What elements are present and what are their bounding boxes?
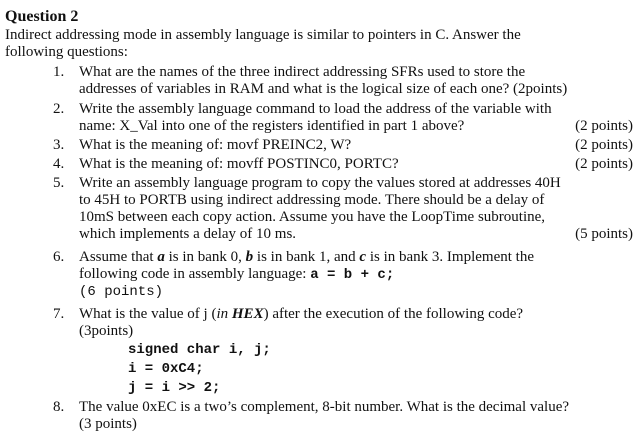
question-number: 4. [53, 156, 65, 172]
question-number: 7. [53, 306, 65, 322]
question-number: 6. [53, 249, 65, 265]
question-number: 8. [53, 399, 65, 415]
hex-label: HEX [231, 306, 264, 322]
question-text-line: What are the names of the three indirect addressing SFRs used to store the [79, 64, 526, 80]
question-text-line: to 45H to PORTB using indirect addressing mode. There should be a delay of [79, 192, 545, 208]
intro-line: following questions: [5, 44, 128, 60]
variable-a: a [157, 249, 165, 265]
intro-line: Indirect addressing mode in assembly language is similar to pointers in C. Answer the [5, 27, 521, 43]
question-text-line: The value 0xEC is a two’s complement, 8-bit number. What is the decimal value? [79, 399, 570, 415]
question-text-line: addresses of variables in RAM and what is the logical size of each one? (2points) [79, 81, 568, 97]
code-inline: a = b + c; [310, 267, 395, 283]
question-text: is in bank 1, and [253, 249, 360, 265]
question-title: Question 2 [5, 8, 79, 25]
question-text: ) after the execution of the following code? [263, 306, 524, 322]
question-text-line: Write the assembly language command to load the address of the variable with [79, 101, 552, 117]
question-number: 5. [53, 175, 65, 191]
question-points: (3 points) [79, 416, 137, 432]
question-text-line [79, 137, 633, 154]
variable-b: b [245, 249, 254, 265]
question-text-line: Write an assembly language program to copy the values stored at addresses 40H [79, 175, 561, 191]
question-text: What is the meaning of: movf PREINC2, W? [79, 137, 352, 153]
question-points: (6 points) [79, 284, 164, 300]
variable-c: c [359, 249, 367, 265]
question-text-line [79, 266, 633, 284]
question-text-line [79, 249, 633, 266]
question-number: 3. [53, 137, 65, 153]
question-points: (3points) [79, 323, 134, 339]
question-text-line [79, 156, 633, 173]
question-number: 2. [53, 101, 65, 117]
question-points: (5 points) [575, 226, 633, 242]
question-text: in [216, 306, 232, 322]
question-points: (2 points) [575, 137, 633, 153]
question-intro [5, 27, 630, 61]
question-text-line [79, 306, 633, 323]
question-text: What is the meaning of: movff POSTINC0, PORTC? [79, 156, 399, 172]
question-text: Assume that [79, 249, 158, 265]
question-text-line [79, 118, 633, 135]
question-text: is in bank 3. Implement the [366, 249, 534, 265]
code-line: i = 0xC4; [128, 361, 204, 377]
question-text: following code in assembly language: [79, 266, 311, 282]
question-text: which implements a delay of 10 ms. [79, 226, 297, 242]
code-line: j = i >> 2; [128, 380, 221, 396]
question-points: (2 points) [575, 118, 633, 134]
question-number: 1. [53, 64, 65, 80]
question-points: (2 points) [575, 156, 633, 172]
code-line: signed char i, j; [128, 342, 271, 358]
question-text-line: 10mS between each copy action. Assume you have the LoopTime subroutine, [79, 209, 546, 225]
question-text-line [79, 226, 633, 243]
question-text: What is the value of j ( [79, 306, 217, 322]
question-text: is in bank 0, [164, 249, 246, 265]
question-text: name: X_Val into one of the registers identified in part 1 above? [79, 118, 465, 134]
